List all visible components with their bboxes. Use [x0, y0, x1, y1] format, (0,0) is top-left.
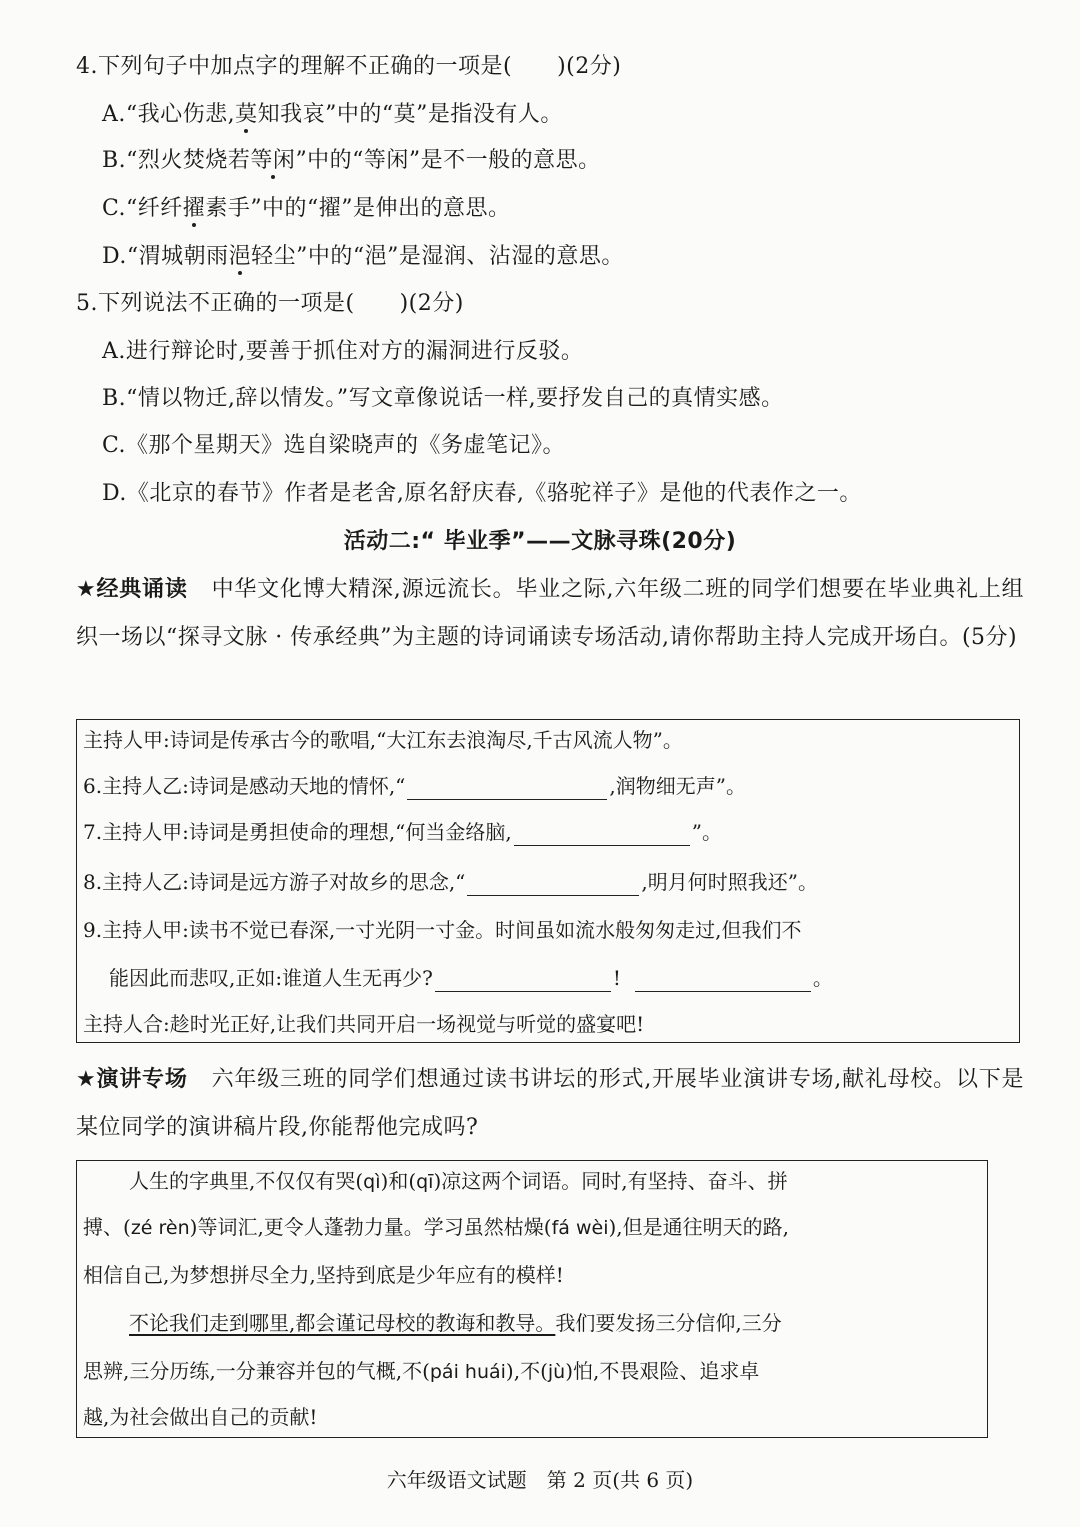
host-line-1: 主持人甲:诗词是传承古今的歌唱,“大江东去浪淘尽,千古风流人物”。 [83, 728, 683, 752]
question-5-option-b: B.“情以物迁,辞以情发。”写文章像说话一样,要抒发自己的真情实感。 [102, 386, 784, 411]
question-4-option-b: B.“烈火焚烧若等闲”中的“等闲”是不一般的意思。 [102, 148, 601, 173]
answer-blank-9b[interactable] [635, 969, 811, 992]
question-4-stem: 4.下列句子中加点字的理解不正确的一项是( )(2分) [76, 54, 622, 79]
question-5-option-c: C.《那个星期天》选自梁晓声的《务虚笔记》。 [102, 433, 566, 458]
speech-line-4: 不论我们走到哪里,都会谨记母校的教诲和教导。我们要发扬三分信仰,三分 [129, 1311, 782, 1335]
speech-heading: ★演讲专场 [76, 1067, 188, 1092]
classic-reading-paragraph: ★经典诵读 中华文化博大精深,源远流长。毕业之际,六年级二班的同学们想要在毕业典礼上组织一场以“探寻文脉 · 传承经典”为主题的诗词诵读专场活动,请你帮助主持人完成开场白。(5分) [76, 577, 1024, 650]
question-5-stem: 5.下列说法不正确的一项是( )(2分) [76, 291, 464, 316]
question-4-option-d: D.“渭城朝雨浥轻尘”中的“浥”是湿润、沾湿的意思。 [102, 244, 624, 269]
question-4-option-c: C.“纤纤擢素手”中的“擢”是伸出的意思。 [102, 196, 511, 221]
page-footer: 六年级语文试题 第 2 页(共 6 页) [386, 1468, 694, 1492]
question-5-option-d: D.《北京的春节》作者是老舍,原名舒庆春,《骆驼祥子》是他的代表作之一。 [102, 481, 862, 506]
emphasis-dot-char: 等闲 [250, 148, 296, 173]
speech-line-1: 人生的字典里,不仅仅有哭(qì)和(qī)凉这两个词语。同时,有坚持、奋斗、拼 [129, 1169, 788, 1193]
emphasis-dot-char: 莫 [235, 102, 258, 127]
host-line-9-cont: 能因此而悲叹,正如:谁道人生无再少? ! 。 [109, 966, 833, 990]
host-line-6: 6.主持人乙:诗词是感动天地的情怀,“ ,润物细无声”。 [83, 774, 746, 798]
host-line-closing: 主持人合:趁时光正好,让我们共同开启一场视觉与听觉的盛宴吧! [83, 1012, 645, 1036]
answer-blank-7[interactable] [514, 823, 690, 846]
speech-paragraph: ★演讲专场 六年级三班的同学们想通过读书讲坛的形式,开展毕业演讲专场,献礼母校。以下是某位同学的演讲稿片段,你能帮他完成吗? [76, 1067, 1024, 1140]
speech-draft-box [76, 1160, 988, 1438]
pinyin-qi4: qì [363, 1171, 381, 1193]
pinyin-pai-huai: pái huái [429, 1361, 506, 1383]
pinyin-ju: jù [547, 1361, 566, 1383]
question-4-option-a: A.“我心伤悲,莫知我哀”中的“莫”是指没有人。 [102, 102, 563, 127]
answer-blank-8[interactable] [467, 873, 639, 896]
answer-blank-9a[interactable] [435, 969, 611, 992]
pinyin-ze-ren: zé rèn [130, 1217, 190, 1239]
speech-line-2: 搏、(zé rèn)等词汇,更令人蓬勃力量。学习虽然枯燥(fá wèi),但是通往明天的路, [83, 1215, 790, 1239]
emphasis-dot-char: 浥 [228, 244, 252, 269]
speech-line-5: 思辨,三分历练,一分兼容并包的气概,不(pái huái),不(jù)怕,不畏艰险、追求卓 [83, 1359, 760, 1383]
speech-line-3: 相信自己,为梦想拼尽全力,坚持到底是少年应有的模样! [83, 1263, 564, 1287]
answer-blank-6[interactable] [407, 777, 607, 800]
emphasis-dot-char: 擢 [182, 196, 206, 221]
activity-2-title: 活动二:“ 毕业季”——文脉寻珠(20分) [343, 529, 737, 554]
pinyin-fa-wei: fá wèi [551, 1217, 609, 1239]
host-script-box [76, 719, 1020, 1043]
speech-line-6: 越,为社会做出自己的贡献! [83, 1405, 318, 1429]
host-line-9: 9.主持人甲:读书不觉已春深,一寸光阴一寸金。时间虽如流水般匆匆走过,但我们不 [83, 918, 802, 942]
host-line-8: 8.主持人乙:诗词是远方游子对故乡的思念,“ ,明月何时照我还”。 [83, 870, 818, 894]
pinyin-qi1: qī [416, 1171, 434, 1193]
question-5-option-a: A.进行辩论时,要善于抓住对方的漏洞进行反驳。 [102, 339, 584, 364]
underlined-sentence: 不论我们走到哪里,都会谨记母校的教诲和教导。 [129, 1311, 556, 1335]
host-line-7: 7.主持人甲:诗词是勇担使命的理想,“何当金络脑, ”。 [83, 820, 722, 844]
classic-reading-heading: ★经典诵读 [76, 577, 188, 602]
